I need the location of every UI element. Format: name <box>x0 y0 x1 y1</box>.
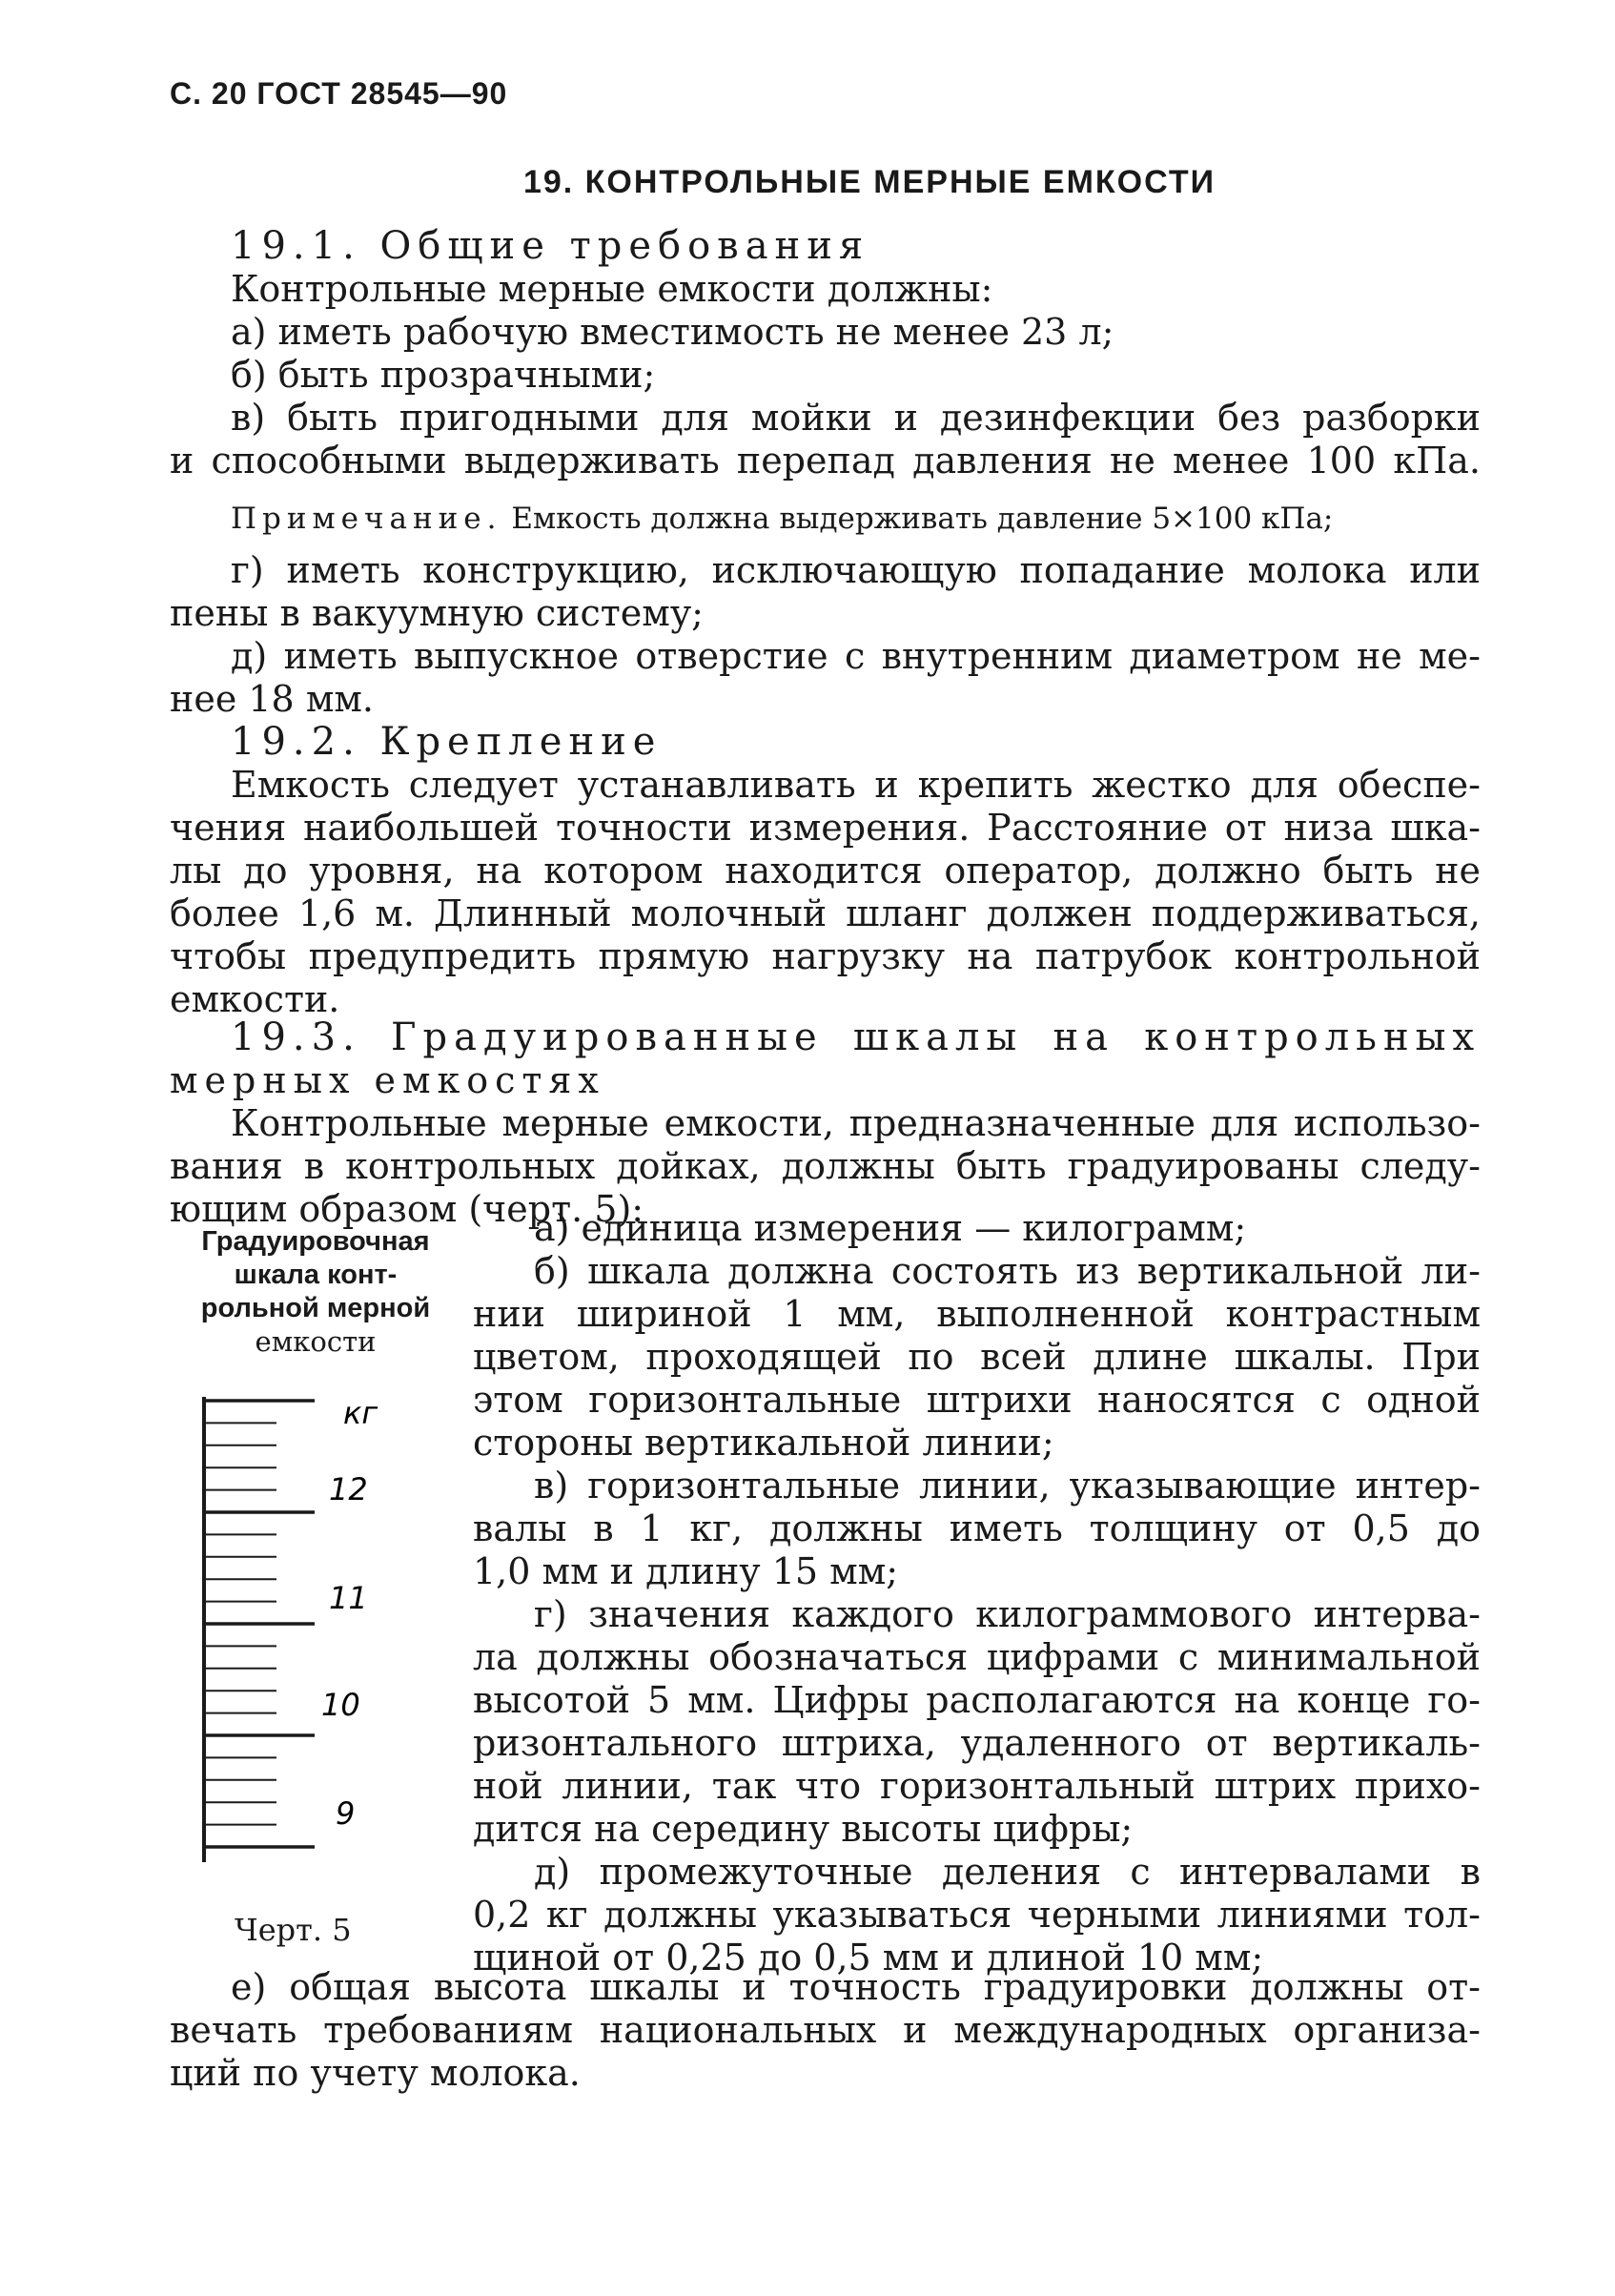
scale-ticks <box>204 1401 315 1847</box>
para-line: чения наибольшей точности измерения. Расстояние от низа шка- <box>170 807 1481 849</box>
para-line: ющим образом (черт. 5): <box>170 1188 644 1230</box>
item-e <box>170 1966 1481 2095</box>
list-item: валы в 1 кг, должны иметь толщину от 0,5 до <box>473 1507 1481 1549</box>
caption-line: Градуировочная <box>201 1226 430 1257</box>
list-item: ной линии, так что горизонтальный штрих прихо- <box>473 1765 1481 1807</box>
graduation-scale-drawing <box>200 1387 419 1874</box>
list-item: высотой 5 мм. Цифры располагаются на конце го- <box>473 1679 1481 1721</box>
list-item: б) шкала должна состоять из вертикальной ли- <box>534 1250 1481 1292</box>
para-line: более 1,6 м. Длинный молочный шланг должен поддерживаться, <box>170 892 1481 934</box>
caption-line: рольной мерной <box>200 1293 431 1323</box>
item-e-line: е) общая высота шкалы и точность градуировки должны от- <box>231 1966 1481 2008</box>
item-e-line: вечать требованиям национальных и международных организа- <box>170 2009 1481 2051</box>
page-header: С. 20 ГОСТ 28545—90 <box>170 76 508 111</box>
heading-19-2 <box>170 721 1481 764</box>
list-item: 0,2 кг должны указываться черными линиями тол- <box>473 1894 1481 1936</box>
section-19-2 <box>170 721 1481 1021</box>
list-item: этом горизонтальные штрихи наносятся с одной <box>473 1379 1481 1421</box>
item-d-line2: нее 18 мм. <box>170 678 375 720</box>
caption-line: емкости <box>255 1325 377 1358</box>
list-item: цветом, проходящей по всей длине шкалы. При <box>473 1336 1481 1378</box>
para-line: лы до уровня, на котором находится оператор, должно быть не <box>170 850 1481 892</box>
item-a: а) иметь рабочую вместимость не менее 23 л; <box>231 311 1114 353</box>
item-e-line: ций по учету молока. <box>170 2052 581 2094</box>
heading-text: 19.1. Общие требования <box>231 224 870 268</box>
list-item: 1,0 мм и длину 15 мм; <box>473 1550 899 1592</box>
item-v-line1: в) быть пригодными для мойки и дезинфекции без разборки <box>231 397 1481 439</box>
scale-label-9: 9 <box>336 1795 356 1832</box>
figure-5 <box>177 1225 454 1832</box>
section-19-3 <box>170 1016 1481 1231</box>
figure-caption <box>177 1225 454 1359</box>
note-text: Емкость должна выдерживать давление 5×100 кПа; <box>511 502 1334 536</box>
note-label: Примечание. <box>231 502 502 536</box>
caption-line: шкала конт- <box>234 1260 398 1290</box>
list-item: нии шириной 1 мм, выполненной контрастным <box>473 1293 1481 1335</box>
list-item: г) значения каждого килограммового интерва- <box>534 1593 1481 1635</box>
item-g-line2: пены в вакуумную систему; <box>170 592 704 634</box>
section-19-1 <box>170 225 1481 482</box>
list-item: ла должны обозначаться цифрами с минимальной <box>473 1636 1481 1678</box>
para-line: емкости. <box>170 978 340 1020</box>
item-b: б) быть прозрачными; <box>231 354 656 396</box>
section-title: 19. КОНТРОЛЬНЫЕ МЕРНЫЕ ЕМКОСТИ <box>522 164 1216 200</box>
heading-19-3-line2: мерных емкостях <box>170 1059 605 1101</box>
para-line: вания в контрольных дойках, должны быть градуированы следу- <box>170 1145 1481 1187</box>
list-item: дится на середину высоты цифры; <box>473 1808 1134 1850</box>
item-d-line1: д) иметь выпускное отверстие с внутренним диаметром не ме- <box>231 635 1481 677</box>
heading-text: 19.2. Крепление <box>231 720 663 764</box>
heading-19-3-line1: 19.3. Градуированные шкалы на контрольных <box>231 1015 1481 1059</box>
list-item: д) промежуточные деления с интервалами в <box>534 1851 1481 1893</box>
section-19-3-items <box>473 1207 1481 1979</box>
note <box>170 498 1481 541</box>
figure-label: Черт. 5 <box>235 1912 352 1948</box>
unit-label: кг <box>343 1395 378 1431</box>
list-item: ризонтального штриха, удаленного от вертикаль- <box>473 1722 1481 1764</box>
heading-19-1 <box>170 225 1481 268</box>
para-intro: Контрольные мерные емкости должны: <box>231 268 993 310</box>
list-item: стороны вертикальной линии; <box>473 1422 1054 1464</box>
list-item: а) единица измерения — килограмм; <box>534 1207 1247 1249</box>
para-line: Емкость следует устанавливать и крепить жестко для обеспе- <box>231 764 1481 806</box>
note-line <box>170 498 1481 541</box>
item-g-line1: г) иметь конструкцию, исключающую попадание молока или <box>231 549 1481 591</box>
scale-label-12: 12 <box>329 1471 368 1507</box>
item-v-line2: и способными выдерживать перепад давления не менее 100 кПа. <box>170 440 1481 482</box>
scale-label-10: 10 <box>321 1687 360 1723</box>
section-19-1-cont <box>170 549 1481 721</box>
list-item: в) горизонтальные линии, указывающие интер- <box>534 1465 1481 1507</box>
para-line: Контрольные мерные емкости, предназначенные для использо- <box>231 1102 1481 1144</box>
para-line: чтобы предупредить прямую нагрузку на патрубок контрольной <box>170 935 1481 977</box>
scale-label-11: 11 <box>329 1580 368 1616</box>
list-item: щиной от 0,25 до 0,5 мм и длиной 10 мм; <box>473 1937 1264 1978</box>
